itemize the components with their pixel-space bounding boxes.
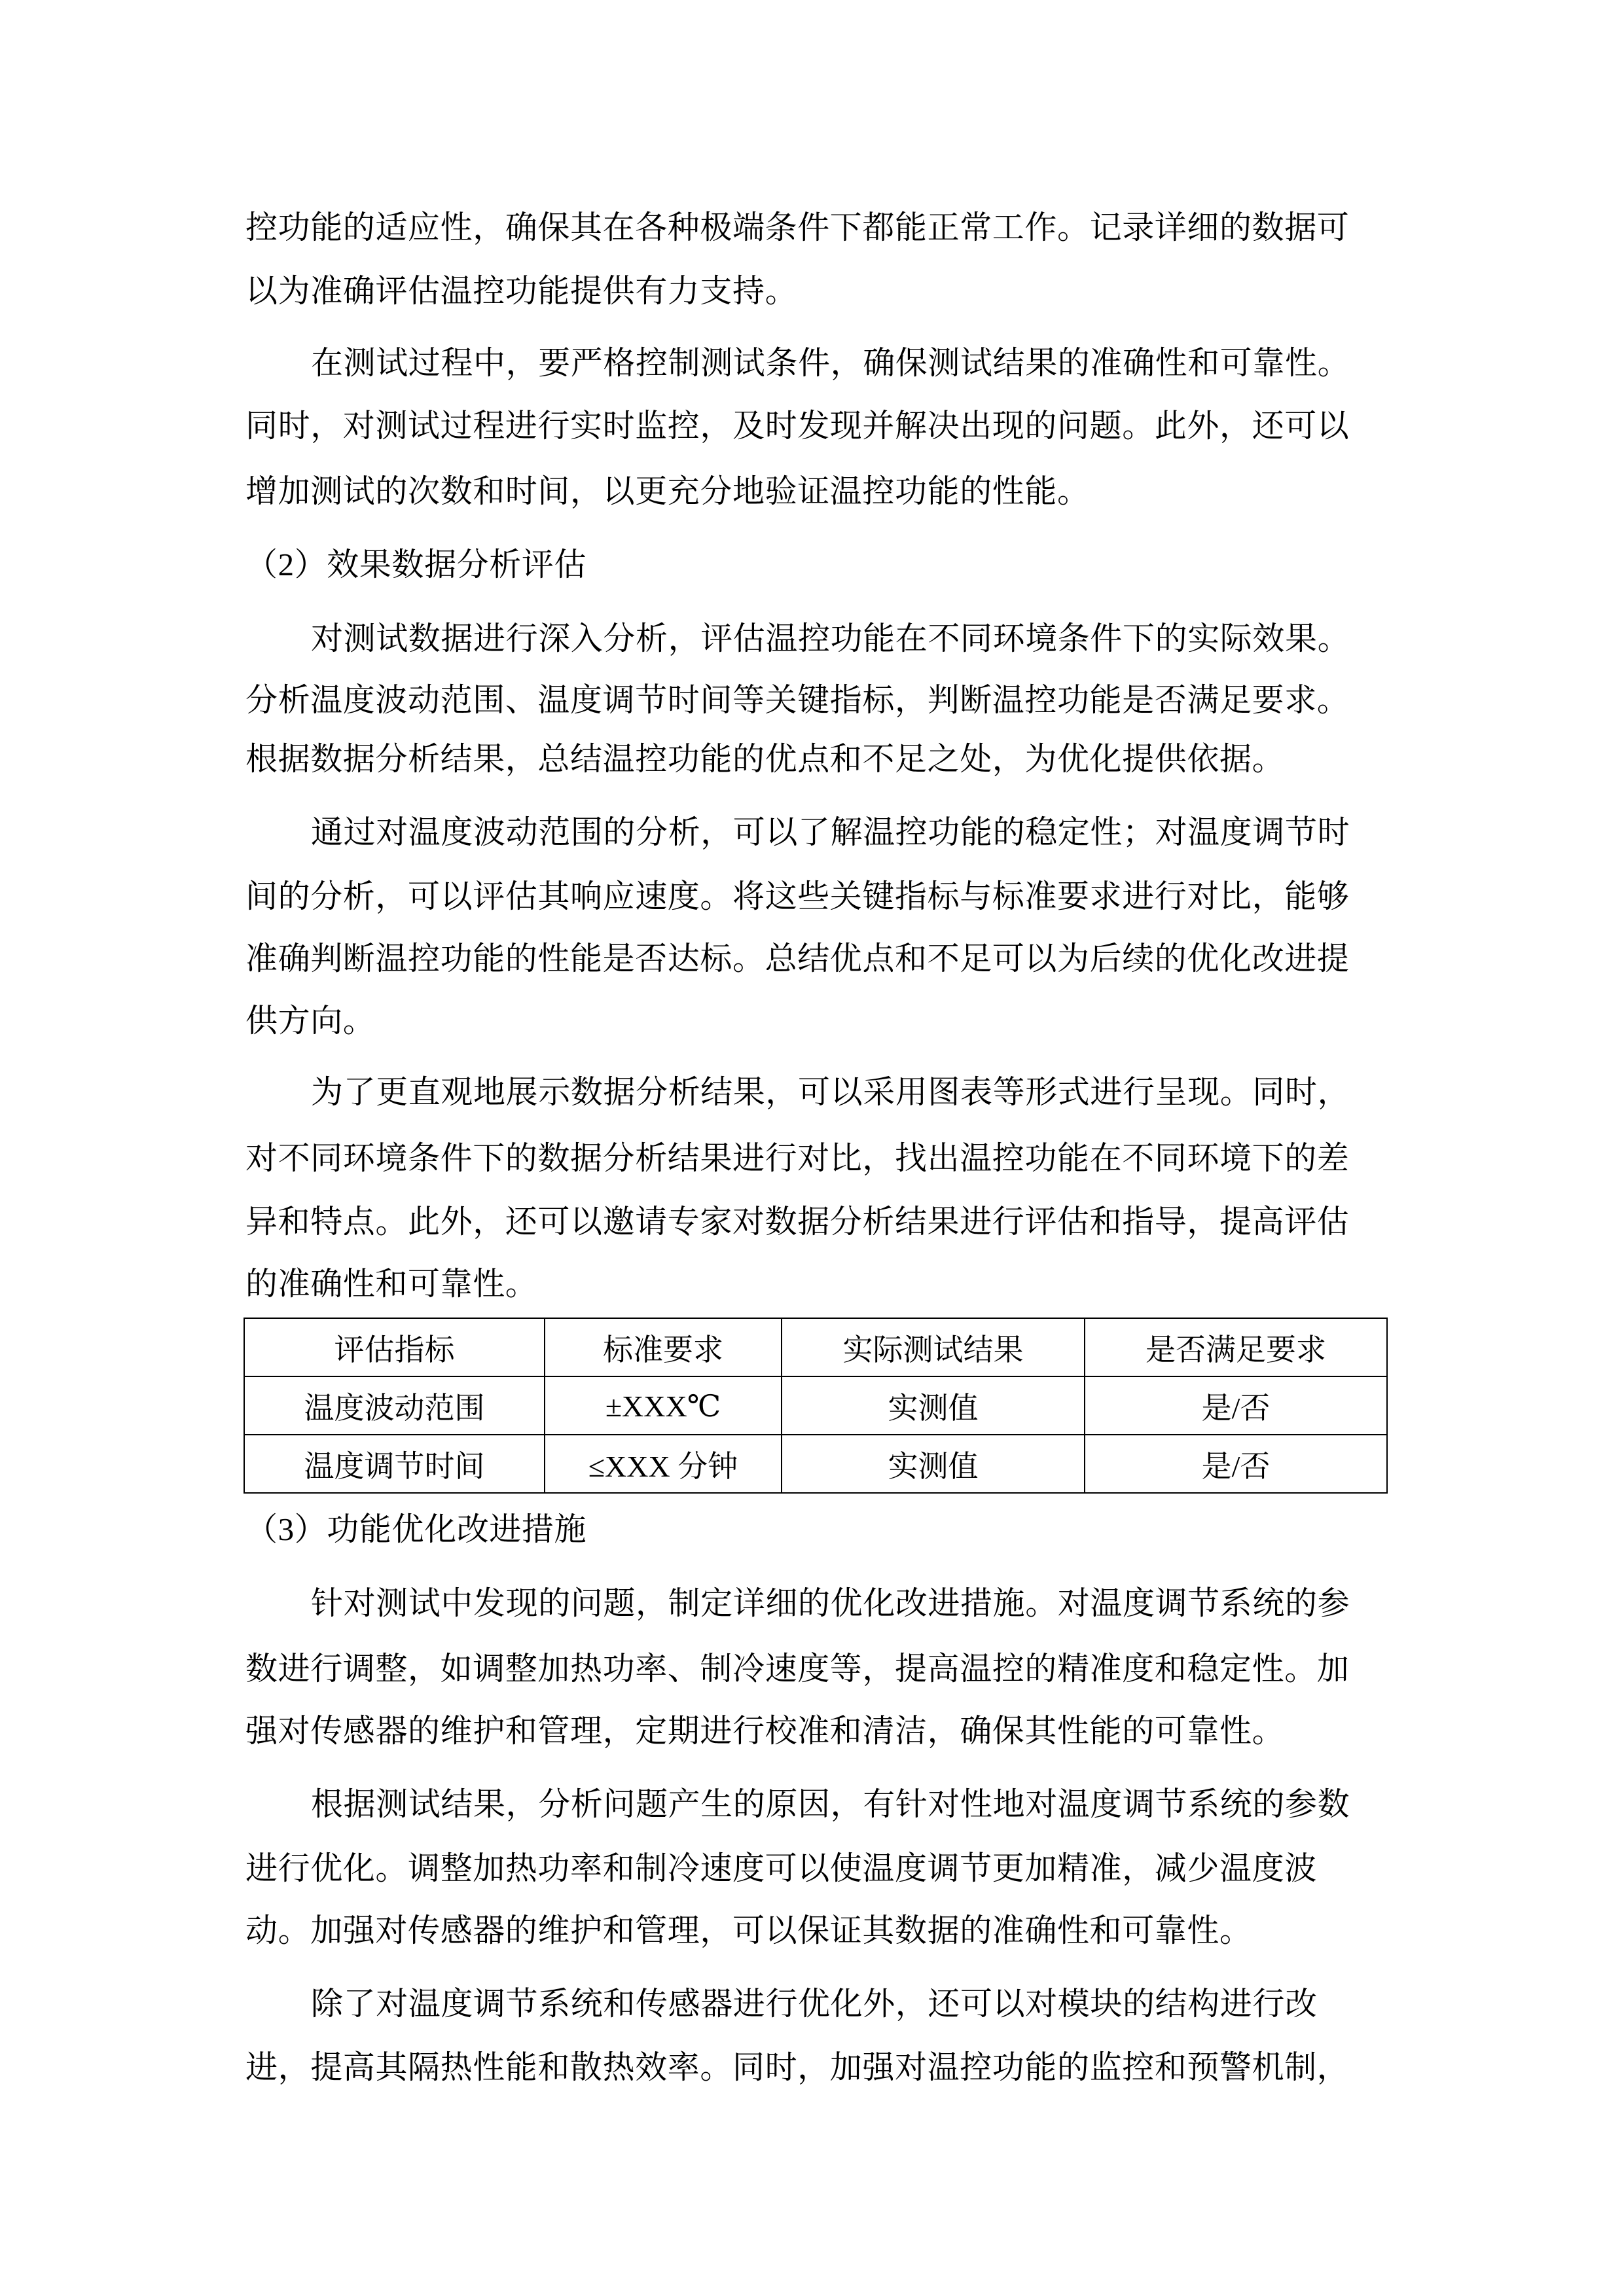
table-header-cell: 评估指标 [244,1318,545,1376]
text-line: 准确判断温控功能的性能是否达标。总结优点和不足可以为后续的优化改进提 [245,941,1350,977]
text-line: 进，提高其隔热性能和散热效率。同时，加强对温控功能的监控和预警机制， [245,2049,1350,2085]
table-cell: ±XXX℃ [545,1376,782,1435]
section-heading-2: （2）效果数据分析评估 [245,547,587,583]
section-heading-3: （3）功能优化改进措施 [245,1511,587,1547]
text-line: 对测试数据进行深入分析，评估温控功能在不同环境条件下的实际效果。 [311,620,1350,656]
table-row [244,1376,1387,1435]
table-header-cell: 是否满足要求 [1085,1318,1387,1376]
text-line: 同时，对测试过程进行实时监控，及时发现并解决出现的问题。此外，还可以 [245,408,1350,444]
evaluation-table [244,1318,1388,1494]
table-header-row [244,1318,1387,1376]
table-cell: 温度波动范围 [244,1376,545,1435]
text-line: 分析温度波动范围、温度调节时间等关键指标，判断温控功能是否满足要求。 [245,682,1350,718]
table-cell: 是/否 [1085,1435,1387,1493]
text-line: 在测试过程中，要严格控制测试条件，确保测试结果的准确性和可靠性。 [311,345,1350,381]
table-cell: 实测值 [782,1435,1085,1493]
text-line: 通过对温度波动范围的分析，可以了解温控功能的稳定性；对温度调节时 [311,814,1350,850]
table-cell: ≤XXX 分钟 [545,1435,782,1493]
text-line: 根据数据分析结果，总结温控功能的优点和不足之处，为优化提供依据。 [245,741,1285,777]
table-row [244,1435,1387,1493]
table-cell: 温度调节时间 [244,1435,545,1493]
table-cell: 是/否 [1085,1376,1387,1435]
text-line: 针对测试中发现的问题，制定详细的优化改进措施。对温度调节系统的参 [311,1585,1350,1621]
table-header-cell: 实际测试结果 [782,1318,1085,1376]
text-line: 对不同环境条件下的数据分析结果进行对比，找出温控功能在不同环境下的差 [245,1140,1350,1176]
text-line: 除了对温度调节系统和传感器进行优化外，还可以对模块的结构进行改 [311,1986,1318,2022]
text-line: 进行优化。调整加热功率和制冷速度可以使温度调节更加精准，减少温度波 [245,1850,1317,1886]
text-line: 数进行调整，如调整加热功率、制冷速度等，提高温控的精准度和稳定性。加 [245,1651,1350,1687]
text-line: 控功能的适应性，确保其在各种极端条件下都能正常工作。记录详细的数据可 [245,209,1350,245]
text-line: 增加测试的次数和时间，以更充分地验证温控功能的性能。 [245,473,1090,509]
table-header-cell: 标准要求 [545,1318,782,1376]
text-line: 根据测试结果，分析问题产生的原因，有针对性地对温度调节系统的参数 [311,1786,1350,1822]
text-line: 异和特点。此外，还可以邀请专家对数据分析结果进行评估和指导，提高评估 [245,1204,1350,1240]
table-cell: 实测值 [782,1376,1085,1435]
text-line: 间的分析，可以评估其响应速度。将这些关键指标与标准要求进行对比，能够 [245,878,1350,914]
text-line: 动。加强对传感器的维护和管理，可以保证其数据的准确性和可靠性。 [245,1912,1252,1948]
text-line: 以为准确评估温控功能提供有力支持。 [245,273,798,309]
text-line: 的准确性和可靠性。 [245,1266,538,1302]
text-line: 供方向。 [245,1003,376,1039]
text-line: 强对传感器的维护和管理，定期进行校准和清洁，确保其性能的可靠性。 [245,1713,1285,1749]
text-line: 为了更直观地展示数据分析结果，可以采用图表等形式进行呈现。同时， [311,1074,1350,1110]
